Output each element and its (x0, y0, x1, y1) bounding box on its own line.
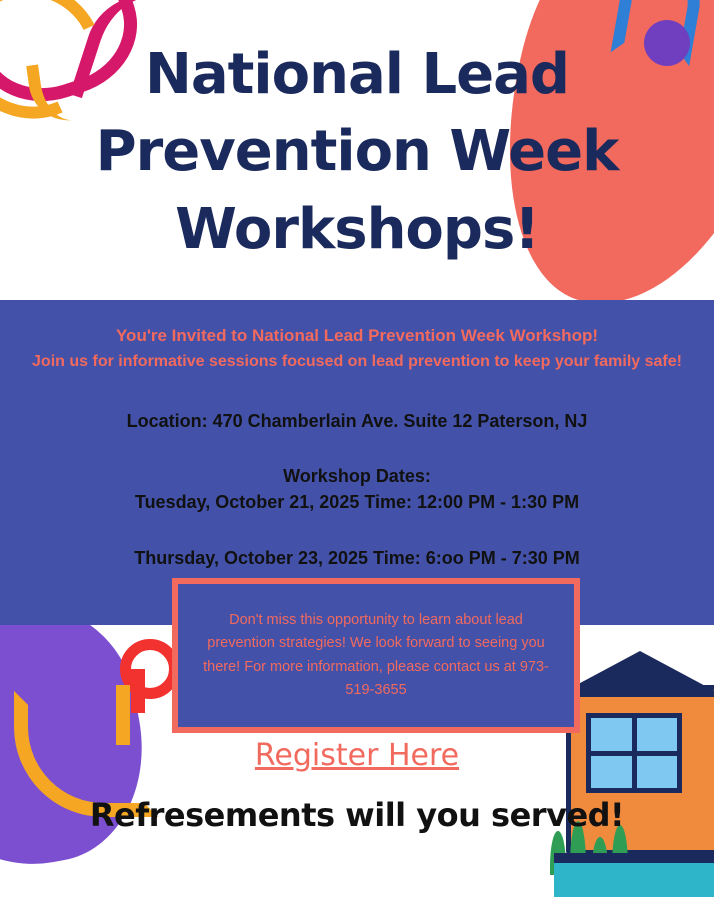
header-section (0, 0, 714, 300)
workshop-date-thursday: Thursday, October 23, 2025 Time: 6:oo PM - 7:30 PM (134, 548, 580, 568)
details-section (0, 300, 714, 625)
invite-subline: Join us for informative sessions focused on lead prevention to keep your family safe! (32, 353, 682, 370)
refreshments-text: Refresements will you served! (89, 796, 625, 834)
ground-line-icon (554, 853, 714, 863)
register-here-link[interactable]: Register Here (254, 738, 460, 773)
contact-callout-box (172, 578, 580, 733)
page-title-line-2: Prevention Week (95, 119, 619, 185)
workshop-date-tuesday: Tuesday, October 21, 2025 Time: 12:00 PM - 1:30 PM (134, 492, 580, 512)
page-title-line-1: National Lead (145, 42, 569, 107)
register-link-container[interactable] (0, 738, 714, 773)
water-band-icon (554, 863, 714, 897)
yellow-upright-decoration-icon (116, 685, 130, 745)
invite-headline: You're Invited to National Lead Prevention Week Workshop! (115, 326, 598, 345)
workshop-dates-heading: Workshop Dates: (283, 466, 431, 486)
contact-callout-text: Don't miss this opportunity to learn about lead prevention strategies! We look forward to seeing you there! For more information, please contact us at 973-519-3655 (203, 611, 549, 698)
location-text: Location: 470 Chamberlain Ave. Suite 12 Paterson, NJ (126, 411, 588, 431)
page-title-line-3: Workshops! (175, 196, 539, 262)
page-title (0, 36, 714, 268)
